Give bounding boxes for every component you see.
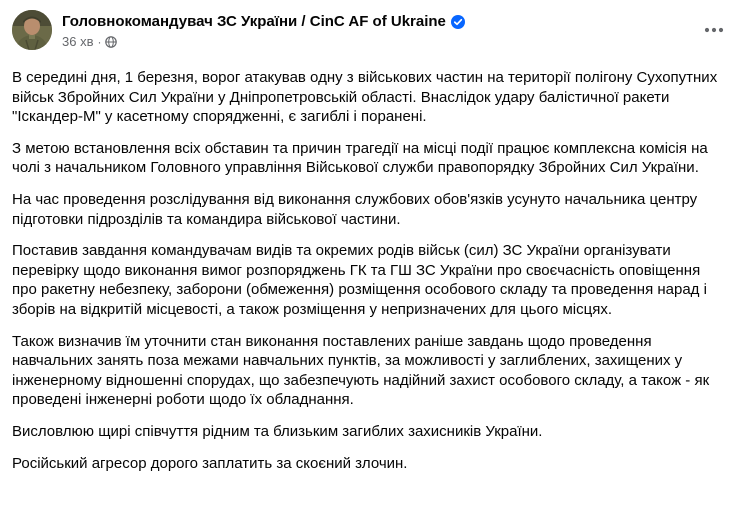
post-header [12,10,728,58]
post-paragraph: На час проведення розслідування від виконання службових обов'язків усунуто начальника центру підготовки підрозділів та командира військової частини. [12,190,698,228]
post-body [12,68,724,485]
post-timestamp[interactable]: 36 хв [62,34,94,49]
soldier-avatar-icon [12,10,52,50]
post-meta [62,34,465,49]
post-paragraph: Російський агресор дорого заплатить за скоєний злочин. [12,454,408,472]
globe-icon[interactable] [105,36,117,48]
more-options-button[interactable] [700,16,728,44]
author-block [62,13,465,49]
post-paragraph: Поставив завдання командувачам видів та окремих родів військ (сил) ЗС України організувати перевірку щодо виконання вимог розпоряджень ГК та ГШ ЗС України про своєчасність оповіщення про ракетну небезпеку, заборони (обмеження) розміщення особового складу та проведення нарад і зборів на відкритій місцевості, а також розміщення у непризначених для цього місцях. [12,242,707,318]
author-avatar[interactable] [12,10,52,50]
more-options-icon [704,27,724,33]
post-paragraph: Також визначив їм уточнити стан виконання поставлених раніше завдань щодо проведення навчальних занять поза межами навчальних пунктів, за можливості у заглиблених, захищених у інженерному відношенні спорудах, що забезпечують надійний захист особового складу, а також - як проведені інженерні роботи щодо їх обладнання. [12,332,710,409]
author-name[interactable]: Головнокомандувач ЗС України / CinC AF of Ukraine [62,13,446,30]
post-paragraph: В середині дня, 1 березня, ворог атакував одну з військових частин на території полігону Сухопутних військ Збройних Сил України у Дніпропетровській області. Внаслідок удару балістичної ракети "Іскандер-М" у касетному спорядженні, є загиблі і поранені. [12,69,718,126]
post-paragraph: З метою встановлення всіх обставин та причин трагедії на місці події працює комплексна комісія на чолі з начальником Головного управління Військової служби правопорядку Збройних Сил України. [12,139,708,177]
meta-separator: · [97,34,102,49]
verified-badge-icon [451,15,465,29]
post-paragraph: Висловлюю щирі співчуття рідним та близьким загиблих захисників України. [12,422,543,440]
author-line [62,13,465,30]
